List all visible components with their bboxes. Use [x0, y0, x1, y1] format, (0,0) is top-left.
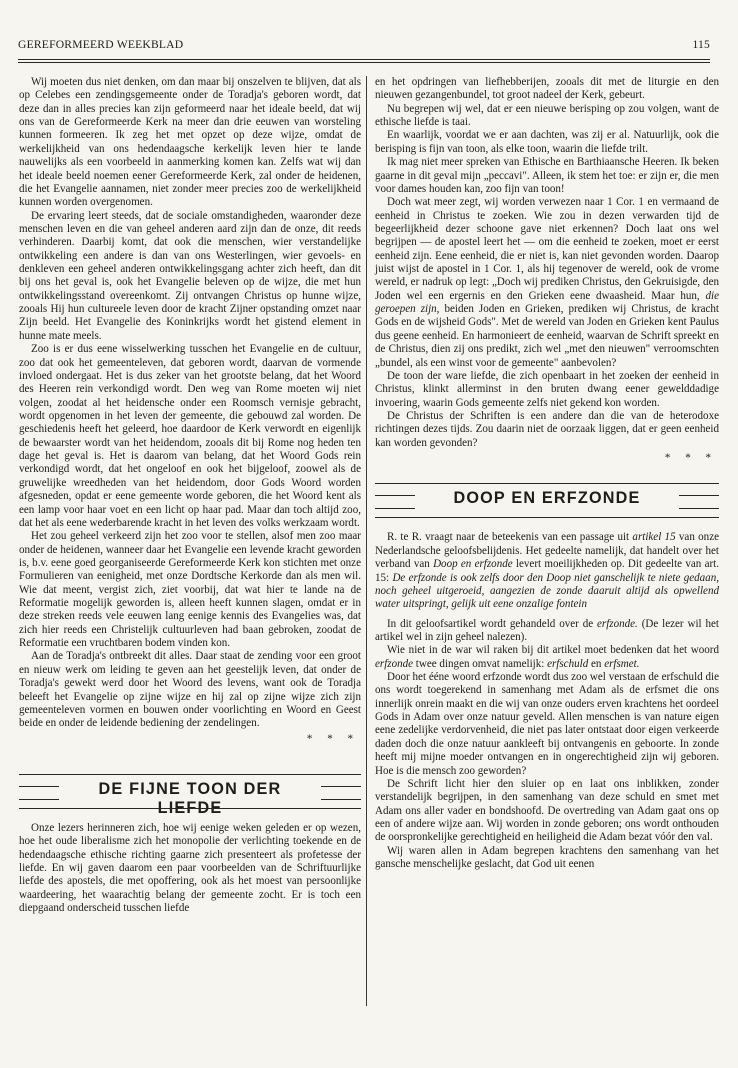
- paragraph: R. te R. vraagt naar de beteekenis van een passage uit artikel 15 van onze Nederlandsche geloofsbelijdenis. Het gedeelte namelijk, dat handelt over het verband van Doop en erfzonde levert moeilijkheden op. Dit gedeelte van art. 15: De erfzonde is ook zelfs door den Doop niet ganschelijk te niete gedaan, noch geheel uitgeroeid, aangezien de zonde daaruit altijd als opwellend water uitspringt, gelijk uit eene onzalige fontein: [375, 531, 719, 611]
- paragraph: en het opdringen van liefhebberijen, zooals dit met de liturgie en den nieuwen gezangenbundel, tot groot nadeel der Kerk, gebeurt.: [375, 76, 719, 102]
- header-rule: [18, 59, 710, 60]
- paragraph: Ik mag niet meer spreken van Ethische en Barthiaansche Heeren. Ik beken gaarne in dit geval mijn „peccavi". Alleen, ik stem het toe: er zijn er, die men voor dames houden kan, zoo fijn van toon!: [375, 156, 719, 195]
- paragraph: Zoo is er dus eene wisselwerking tusschen het Evangelie en de cultuur, zoo dat ook het gemeenteleven, dat geboren wordt, daarvan de vormende invloed ondergaat. Het is dus zeker van het grootste belang, dat het Woord des Heeren rein verkondigd wordt. Den weg van Rome moeten wij niet volgen, zoodat al het heidensche onder een Roomsch vernisje gebracht, wordt opgenomen in het leven der gemeente, die gebouwd zal worden. De geschiedenis heeft het geleerd, hoe daardoor de Kerk verwordt en eigenlijk de bewaarster wordt van het heidendom, zooals dit bij Rome nog heden ten dage het geval is. Het is daarom van belang, dat het Woord Gods rein verkondigd wordt, dat het ongeloof en ook het bijgeloof, zoowel als de gruwelijke wreedheden van het heidendom, door Gods Woord worden afgesneden, opdat er eene gemeente worde geboren, die het Woord kent als een lamp voor haar voet en een licht op haar pad. Maar dan toch altijd zoo, dat het als eene wederbarende kracht in het leven des volks werkzaam wordt.: [19, 343, 361, 529]
- paragraph: Door het ééne woord erfzonde wordt dus zoo wel verstaan de erfschuld die ons wordt toegerekend in samenhang met Adam als de erfsmet die ons innerlijk onrein maakt en die wij van onze ouders erven krachtens het oordeel Gods in Adam over onze natuur geveld. Allen menschen is van nature eigen eene zedelijke verdorvenheid, die niet pas later ontstaat door eigen verkeerde daden doch die onze natuur aankleeft bij ontvangenis en geboorte. In zonde heeft mij mijne moeder ontvangen en in ongerechtigheid zijn wij geboren. Hoe is die mensch zoo geworden?: [375, 671, 719, 777]
- paragraph: De toon der ware liefde, die zich openbaart in het zoeken der eenheid in Christus, klinkt allerminst in den bruten dwang eener gewelddadige invoering, waarin Gods gemeente zelfs niet gekend kon worden.: [375, 369, 719, 409]
- paragraph: Wij waren allen in Adam begrepen krachtens den samenhang van het gansche menschelijke geslacht, dat God uit eenen: [375, 844, 719, 871]
- paragraph: Wij moeten dus niet denken, om dan maar bij onszelven te blijven, dat als op Celebes een zendingsgemeente onder de Toradja's geboren wordt, dat deze dan in alles precies kan zijn geformeerd naar het ideale beeld, dat wij ons van de Gereformeerde Kerk na meer dan drie eeuwen van worsteling kunnen formeeren. Ik zeg het met opzet op deze wijze, omdat de werkelijkheid van ons hedendaagsche kerkelijk leven hier te lande nauwelijks als een voorbeeld in aanmerking komen kan. Zelfs wat wij dan het ideale beeld noemen eener Gereformeerde Kerk, zal onder de heidenen, die het Evangelie aannamen, niet zonder meer precies zoo de werkelijkheid kunnen worden overgenomen.: [19, 76, 361, 209]
- paragraph: Doch wat meer zegt, wij worden verwezen naar 1 Cor. 1 en vermaand de eenheid in Christus te zoeken. Wie zou in dezen verwarden tijd de begeerlijkheid dezer schoone gave niet erkennen? Doch laat ons wel begrijpen — de apostel leert het — om die eenheid te zoeken, moet er eerst eenheid zijn. Eene eenheid, die er niet is, kan niet gevonden worden. Daarop juist wijst de apostel in 1 Cor. 1, als hij tegenover de wereld, ook de vrome wereld, er nadruk op legt: „Doch wij prediken Christus, den Gekruisigde, den Joden wel een ergernis en den Grieken eene dwaasheid. Maar hun, die geroepen zijn, beiden Joden en Grieken, prediken wij Christus, de kracht Gods en de wijsheid Gods". Met de wereld van Joden en Grieken kent Paulus dus geene eenheid. En harmonieert de eenheid, waarvan de Schrift spreekt en de Christus, dien zij ons predikt, zich wel „met den nieuwen" verroomschten „bundel, als een winst voor de gemeente" aanbevolen?: [375, 196, 719, 369]
- left-column: [19, 76, 361, 915]
- section-separator-stars: * * *: [664, 452, 717, 465]
- page-header: [18, 38, 710, 58]
- paragraph: De Schrift licht hier den sluier op en laat ons inblikken, zonder verstandelijk begrijpen, in den samenhang van deze schuld en smet met Adam ons aller vader en bondshoofd. De overtreding van Adam gaat ons op een of andere wijze aan. Wij worden in zonde geboren; ons wordt onthouden de oorspronkelijke gerechtigheid en heiligheid die Adam bezat vóór den val.: [375, 777, 719, 844]
- page-number: 115: [692, 38, 710, 51]
- paragraph: Aan de Toradja's ontbreekt dit alles. Daar staat de zending voor een groot en nieuw werk om leiding te geven aan het geestelijk leven, dat onder de Toradja's gewekt werd door het Woord des levens, want ook de Toradja beleeft het Evangelie op zijne wijze en hij zal op zijne wijze zich zijn gemeenteleven vormen en bouwen onder voorlichting en Woord en Geest beide en onder de leidende bediening der zendelingen.: [19, 650, 361, 730]
- paragraph: De ervaring leert steeds, dat de sociale omstandigheden, waaronder deze menschen leven en die van geheel anderen aard zijn dan de onze, dit reeds verhinderen. Daarbij komt, dat ook die menschen, wier verstandelijke ontwikkeling een andere is dan van ons Westerlingen, wier gevoels- en denkleven een geheel anderen ontwikkelingsgang achter zich heeft, dan dit bij ons het geval is, ook het Evangelie beleven op de wijze, die met hun ontwikkelingsstand overeenkomt. Zij ontvangen Christus op hunne wijze, zooals Hij hun cultureele leven door de kracht Zijner opstanding omzet naar Zijn beeld. Het Evangelie des Koninkrijks wordt het gistend element in hunne mate meels.: [19, 209, 361, 342]
- header-rule-thin: [18, 62, 710, 63]
- paragraph: Het zou geheel verkeerd zijn het zoo voor te stellen, alsof men zoo maar onder de heidenen, wanneer daar het Evangelie een levende kracht geworden is, b.v. eene goed georganiseerde Gereformeerde Kerk kon stichten met onze Formulieren van eenigheid, met onze Dordtsche Kerkorde dan als men wil. Wie dat meent, vergist zich, ziet voorbij, dat wat hier te lande na de Reformatie mogelijk geworden is, alleen heeft kunnen slagen, omdat er in deze streken reeds vele eeuwen lang eenige kennis des Evangelies was, dat zich hier reeds een Christelijk cultuurleven had baan gebroken, zoodat de Reformatie een vruchtbaren bodem vinden kon.: [19, 530, 361, 650]
- section-separator-stars: * * *: [306, 732, 359, 745]
- paragraph: In dit geloofsartikel wordt gehandeld over de erfzonde. (De lezer wil het artikel wel in zijn geheel nalezen).: [375, 617, 719, 643]
- right-column: [375, 76, 719, 871]
- section-heading-box: [375, 483, 719, 519]
- paragraph: Wie niet in de war wil raken bij dit artikel moet bedenken dat het woord erfzonde twee dingen omvat namelijk: erfschuld en erfsmet.: [375, 644, 719, 670]
- paragraph: En waarlijk, voordat we er aan dachten, was zij er al. Natuurlijk, ook die berisping is fijn van toon, als elke toon, waarin die liefde trilt.: [375, 129, 719, 155]
- section-heading: DOOP EN ERFZONDE: [453, 489, 641, 508]
- section-heading-box: [19, 774, 361, 817]
- column-divider: [366, 76, 367, 1006]
- section-heading: DE FIJNE TOON DER LIEFDE: [98, 779, 282, 817]
- publication-title: GEREFORMEERD WEEKBLAD: [18, 38, 184, 51]
- paragraph: De Christus der Schriften is een andere dan die van de heterodoxe richtingen dezes tijds. Zou daarin niet de oorzaak liggen, dat er geen eenheid kan worden gevonden?: [375, 409, 719, 449]
- paragraph: Onze lezers herinneren zich, hoe wij eenige weken geleden er op wezen, hoe het oude liberalisme zich het monopolie der verlichting toekende en de hedendaagsche ethische richting gaarne zich presenteert als profetesse der liefde. En wij gaven daarom een paar voorbeelden van de Schriftuurlijke liefde des apostels, die met opoffering, ook als het moest van persoonlijke waardeering, het waarachtig belang der gemeente zocht. Er is toch een diepgaand onderscheid tusschen liefde: [19, 821, 361, 915]
- paragraph: Nu begrepen wij wel, dat er een nieuwe berisping op zou volgen, want de ethische liefde is taai.: [375, 102, 719, 129]
